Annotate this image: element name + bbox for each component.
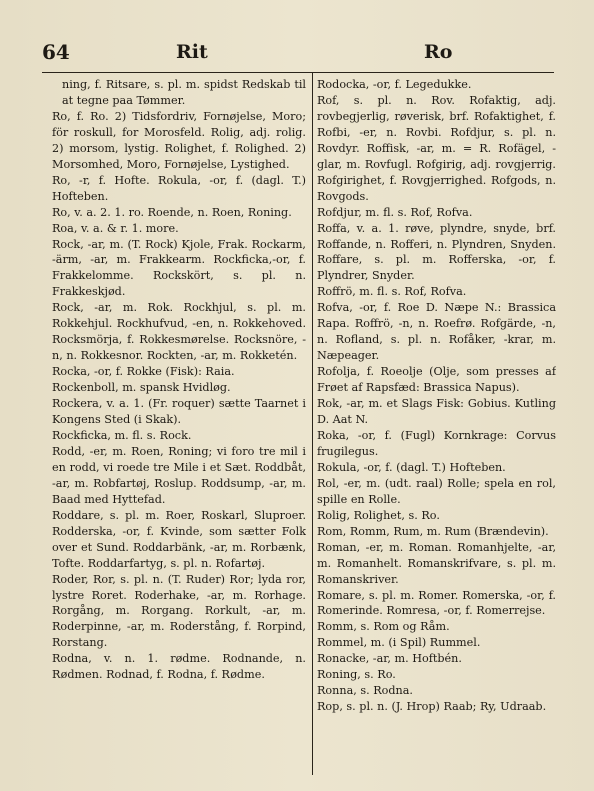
dictionary-entry: Rodocka, -or, f. Legedukke.	[317, 78, 472, 91]
dictionary-entry: Ro, v. a. 2. 1. ro. Roende, n. Roen, Roning.	[52, 205, 292, 219]
dictionary-entry: Rolig, Rolighet, s. Ro.	[317, 508, 440, 522]
dictionary-entry: Rock, -ar, m. Rok. Rockhjul, s. pl. m. Rokkehjul. Rockhufvud, -en, n. Rokkehoved. Rocksmörja, f. Rokkesmørelse. Rocksnöre, -n, n. Rokkesnor. Rockten, -ar, m. Rokketén.	[52, 301, 306, 363]
dictionary-entry: Ronacke, -ar, m. Hoftbén.	[317, 652, 462, 666]
page-number: 64	[42, 40, 70, 64]
dictionary-entry: Roder, Ror, s. pl. n. (T. Ruder) Ror; lyda ror, lystre Roret. Roderhake, -ar, m. Rorhage. Rorgång, m. Rorgang. Rorkult, -ar, m. Roderpinne, -ar, m. Roderstång, f. Rorpind, Rorstang.	[52, 572, 306, 650]
dictionary-entry: Ro, -r, f. Hofte. Rokula, -or, f. (dagl. T.) Hofteben.	[52, 173, 306, 203]
dictionary-entry: Rodd, -er, m. Roen, Roning; vi foro tre mil i en rodd, vi roede tre Mile i et Sæt. Roddbåt, -ar, m. Robfartøj, Roslup. Roddsump, -ar, m. Baad med Hyttefad.	[52, 444, 306, 506]
dictionary-entry: ning, f. Ritsare, s. pl. m. spidst Redskab til at tegne paa Tømmer.	[62, 78, 306, 107]
dictionary-entry: Rockera, v. a. 1. (Fr. roquer) sætte Taarnet i Kongens Sted (i Skak).	[52, 397, 306, 427]
right-guide-word: Ro	[424, 41, 453, 63]
column-divider	[312, 73, 313, 775]
running-header	[0, 40, 594, 66]
dictionary-entry: Rodna, v. n. 1. rødme. Rodnande, n. Rødmen. Rodnad, f. Rodna, f. Rødme.	[52, 652, 306, 682]
dictionary-entry: Rocka, -or, f. Rokke (Fisk): Raia.	[52, 365, 235, 379]
dictionary-entry: Ro, f. Ro. 2) Tidsfordriv, Fornøjelse, Moro; för roskull, for Morosfeld. Rolig, adj. rolig. 2) morsom, lystig. Rolighet, f. Rolighed. 2) Morsomhed, Moro, Fornøjelse, Lystighed.	[52, 109, 306, 171]
dictionary-entry: Rokula, -or, f. (dagl. T.) Hofteben.	[317, 460, 506, 474]
dictionary-entry: Rof, s. pl. n. Rov. Rofaktig, adj. rovbegjerlig, røverisk, brf. Rofaktighet, f. Rofbi, -er, n. Rovbi. Rofdjur, s. pl. n. Rovdyr. Roffisk, -ar, m. = R. Rofägel, -glar, m. Rovfugl. Rofgirig, adj. rovgjerrig. Rofgirighet, f. Rovgjerrighed. Rofgods, n. Rovgods.	[317, 93, 556, 203]
dictionary-entry: Rofolja, f. Roeolje (Olje, som presses af Frøet af Rapsfæd: Brassica Napus).	[317, 365, 556, 395]
dictionary-entry: Rommel, m. (i Spil) Rummel.	[317, 636, 481, 650]
dictionary-entry: Roka, -or, f. (Fugl) Kornkrage: Corvus frugilegus.	[317, 428, 556, 458]
dictionary-entry: Roman, -er, m. Roman. Romanhjelte, -ar, m. Romanhelt. Romanskrifvare, s. pl. m. Romanskriver.	[317, 540, 556, 586]
dictionary-entry: Roddare, s. pl. m. Roer, Roskarl, Sluproer. Rodderska, -or, f. Kvinde, som sætter Folk over et Sund. Roddarbänk, -ar, m. Rorbænk, Tofte. Roddarfartyg, s. pl. n. Rofartøj.	[52, 508, 306, 570]
left-column	[52, 77, 306, 683]
dictionary-entry: Roa, v. a. & r. 1. more.	[52, 221, 179, 235]
dictionary-entry: Rop, s. pl. n. (J. Hrop) Raab; Ry, Udraab.	[317, 700, 547, 714]
dictionary-entry: Romm, s. Rom og Råm.	[317, 620, 450, 634]
dictionary-entry: Rok, -ar, m. et Slags Fisk: Gobius. Kutling D. Aat N.	[317, 397, 556, 427]
dictionary-entry: Romare, s. pl. m. Romer. Romerska, -or, f. Romerinde. Romresa, -or, f. Romerrejse.	[317, 588, 556, 618]
left-guide-word: Rit	[176, 41, 208, 63]
dictionary-entry: Rockficka, m. fl. s. Rock.	[52, 428, 192, 442]
dictionary-entry: Rom, Romm, Rum, m. Rum (Brændevin).	[317, 524, 549, 538]
dictionary-entry: Rol, -er, m. (udt. raal) Rolle; spela en rol, spille en Rolle.	[317, 476, 556, 506]
dictionary-entry: Roffa, v. a. 1. røve, plyndre, snyde, brf. Roffande, n. Rofferi, n. Plyndren, Snyden. Roffare, s. pl. m. Rofferska, -or, f. Plyndrer, Snyder.	[317, 221, 556, 283]
dictionary-entry: Rofdjur, m. fl. s. Rof, Rofva.	[317, 205, 473, 219]
dictionary-entry: Roning, s. Ro.	[317, 668, 396, 682]
dictionary-entry: Rofva, -or, f. Roe D. Næpe N.: Brassica Rapa. Roffrö, -n, n. Roefrø. Rofgärde, -n, n. Rofland, s. pl. n. Rofåker, -krar, m. Næpeager.	[317, 301, 556, 363]
dictionary-entry: Rockenboll, m. spansk Hvidløg.	[52, 381, 231, 395]
dictionary-entry: Roffrö, m. fl. s. Rof, Rofva.	[317, 285, 467, 299]
dictionary-entry: Ronna, s. Rodna.	[317, 684, 413, 698]
right-column	[317, 77, 556, 715]
header-rule	[42, 72, 554, 73]
dictionary-entry: Rock, -ar, m. (T. Rock) Kjole, Frak. Rockarm, -ärm, -ar, m. Frakkearm. Rockficka,-or, f. Frakkelomme. Rockskört, s. pl. n. Frakkeskjød.	[52, 237, 306, 299]
